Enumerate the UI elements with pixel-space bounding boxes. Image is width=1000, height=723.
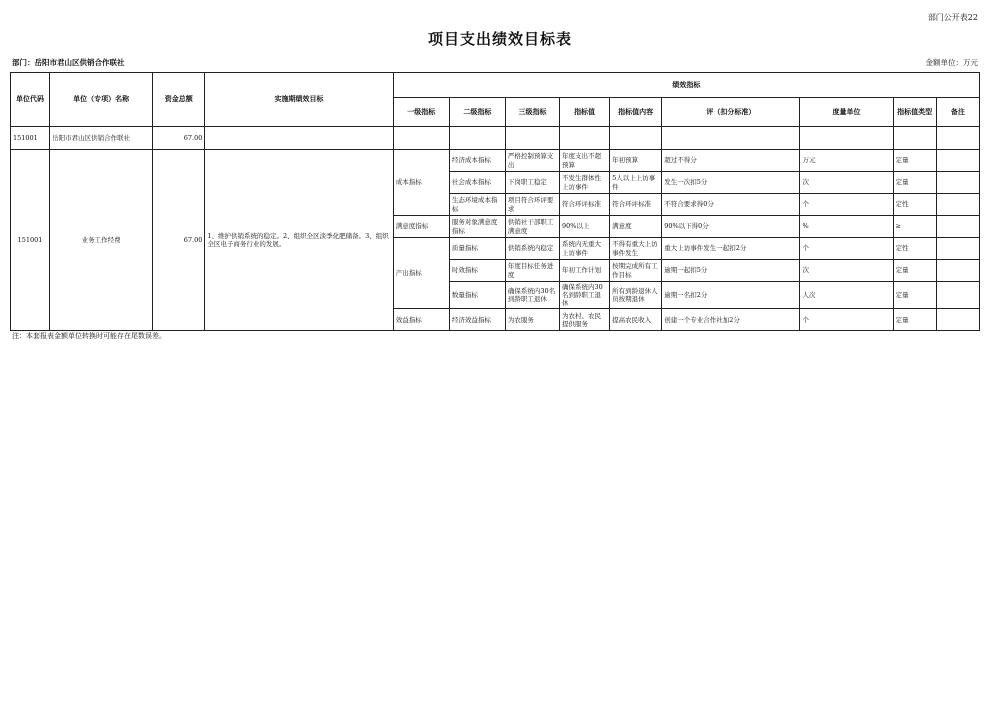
index-content-cell: 符合环评标准: [610, 194, 662, 216]
header-remark: 备注: [936, 98, 979, 127]
page-title: 项目支出绩效目标表: [427, 30, 572, 48]
level3-cell: 为农服务: [505, 309, 559, 331]
level3-cell: 年度目标任务进度: [505, 260, 559, 282]
project-amount: 67.00: [153, 150, 205, 331]
index-content-cell: 提高农民收入: [610, 309, 662, 331]
index-value-cell: 不发生群体性上访事件: [560, 172, 610, 194]
value-type-cell: 定性: [893, 194, 936, 216]
index-content-cell: 所有到龄退休人员按期退休: [610, 282, 662, 309]
measure-unit-cell: %: [800, 216, 893, 238]
remark-cell: [936, 172, 979, 194]
index-content-cell: 按期完成所有工作目标: [610, 260, 662, 282]
remark-cell: [936, 194, 979, 216]
header-index-content: 指标值内容: [610, 98, 662, 127]
measure-unit-cell: 次: [800, 260, 893, 282]
level2-cell: 数量指标: [449, 282, 505, 309]
measure-unit-cell: 万元: [800, 150, 893, 172]
scoring-cell: 不符合要求得0分: [662, 194, 800, 216]
level3-cell: 供销系统内稳定: [505, 238, 559, 260]
value-type-cell: ≥: [893, 216, 936, 238]
form-number: 部门公开表22: [927, 13, 978, 22]
footnote: 注：本套报表金额单位转换时可能存在尾数误差。: [12, 332, 166, 340]
remark-cell: [936, 238, 979, 260]
remark-cell: [936, 260, 979, 282]
level2-cell: 时效指标: [449, 260, 505, 282]
performance-table: [10, 72, 980, 331]
header-unit-code: 单位代码: [11, 73, 50, 127]
index-content-cell: 不得有重大上访事件发生: [610, 238, 662, 260]
level3-cell: 下岗职工稳定: [505, 172, 559, 194]
department-label: 部门：岳阳市君山区供销合作联社: [12, 58, 125, 67]
index-content-cell: 5人以上上访事件: [610, 172, 662, 194]
project-name: 业务工作经费: [50, 150, 153, 331]
level3-cell: 项目符合环评要求: [505, 194, 559, 216]
measure-unit-cell: 个: [800, 238, 893, 260]
header-total-funds: 资金总额: [153, 73, 205, 127]
header-period-goal: 实施期绩效目标: [205, 73, 393, 127]
summary-name: 岳阳市君山区供销合作联社: [50, 127, 153, 150]
header-level3: 三级指标: [505, 98, 559, 127]
project-goal: 1、维护供销系统的稳定。2、组织全区淡季化肥储备。3、组织全区电子商务行业的发展。: [205, 150, 393, 331]
summary-amount: 67.00: [153, 127, 205, 150]
index-value-cell: 系统内无重大上访事件: [560, 238, 610, 260]
index-value-cell: 90%以上: [560, 216, 610, 238]
remark-cell: [936, 282, 979, 309]
level1-benefit: 效益指标: [393, 309, 449, 331]
remark-cell: [936, 309, 979, 331]
scoring-cell: 创建一个专业合作社加2分: [662, 309, 800, 331]
scoring-cell: 逾期一起扣5分: [662, 260, 800, 282]
level3-cell: 供销社干部职工满意度: [505, 216, 559, 238]
level2-cell: 经济成本指标: [449, 150, 505, 172]
level1-cost: 成本指标: [393, 150, 449, 216]
value-type-cell: 定量: [893, 309, 936, 331]
level2-cell: 生态环境成本指标: [449, 194, 505, 216]
level1-output: 产出指标: [393, 238, 449, 309]
amount-unit-label: 金额单位：万元: [925, 58, 978, 67]
level2-cell: 经济效益指标: [449, 309, 505, 331]
header-index-value: 指标值: [560, 98, 610, 127]
index-value-cell: 年初工作计划: [560, 260, 610, 282]
level3-cell: 严格控制预算支出: [505, 150, 559, 172]
measure-unit-cell: 个: [800, 194, 893, 216]
measure-unit-cell: 次: [800, 172, 893, 194]
index-content-cell: 年初预算: [610, 150, 662, 172]
header-value-type: 指标值类型: [893, 98, 936, 127]
remark-cell: [936, 150, 979, 172]
scoring-cell: 重大上访事件发生一起扣2分: [662, 238, 800, 260]
level2-cell: 社会成本指标: [449, 172, 505, 194]
measure-unit-cell: 个: [800, 309, 893, 331]
index-value-cell: 年度支出不超预算: [560, 150, 610, 172]
header-unit-name: 单位（专项）名称: [50, 73, 153, 127]
level1-satisfaction: 满意度指标: [393, 216, 449, 238]
level2-cell: 服务对象满意度指标: [449, 216, 505, 238]
remark-cell: [936, 216, 979, 238]
scoring-cell: 90%以下得0分: [662, 216, 800, 238]
value-type-cell: 定量: [893, 260, 936, 282]
scoring-cell: 超过不得分: [662, 150, 800, 172]
header-scoring: 评（扣分标准）: [662, 98, 800, 127]
header-level1: 一级指标: [393, 98, 449, 127]
level3-cell: 确保系统内30名到龄职工退休: [505, 282, 559, 309]
value-type-cell: 定性: [893, 238, 936, 260]
scoring-cell: 发生一次扣5分: [662, 172, 800, 194]
summary-code: 151001: [11, 127, 50, 150]
level2-cell: 质量指标: [449, 238, 505, 260]
value-type-cell: 定量: [893, 282, 936, 309]
header-measure-unit: 度量单位: [800, 98, 893, 127]
summary-row: [11, 127, 980, 150]
index-value-cell: 确保系统内30名到龄职工退休: [560, 282, 610, 309]
measure-unit-cell: 人次: [800, 282, 893, 309]
value-type-cell: 定量: [893, 172, 936, 194]
table-row: [11, 150, 980, 172]
index-value-cell: 为农村、农民提供服务: [560, 309, 610, 331]
header-level2: 二级指标: [449, 98, 505, 127]
scoring-cell: 逾期一名扣2分: [662, 282, 800, 309]
header-performance: 绩效指标: [393, 73, 979, 98]
value-type-cell: 定量: [893, 150, 936, 172]
index-value-cell: 符合环评标准: [560, 194, 610, 216]
index-content-cell: 满意度: [610, 216, 662, 238]
project-code: 151001: [11, 150, 50, 331]
